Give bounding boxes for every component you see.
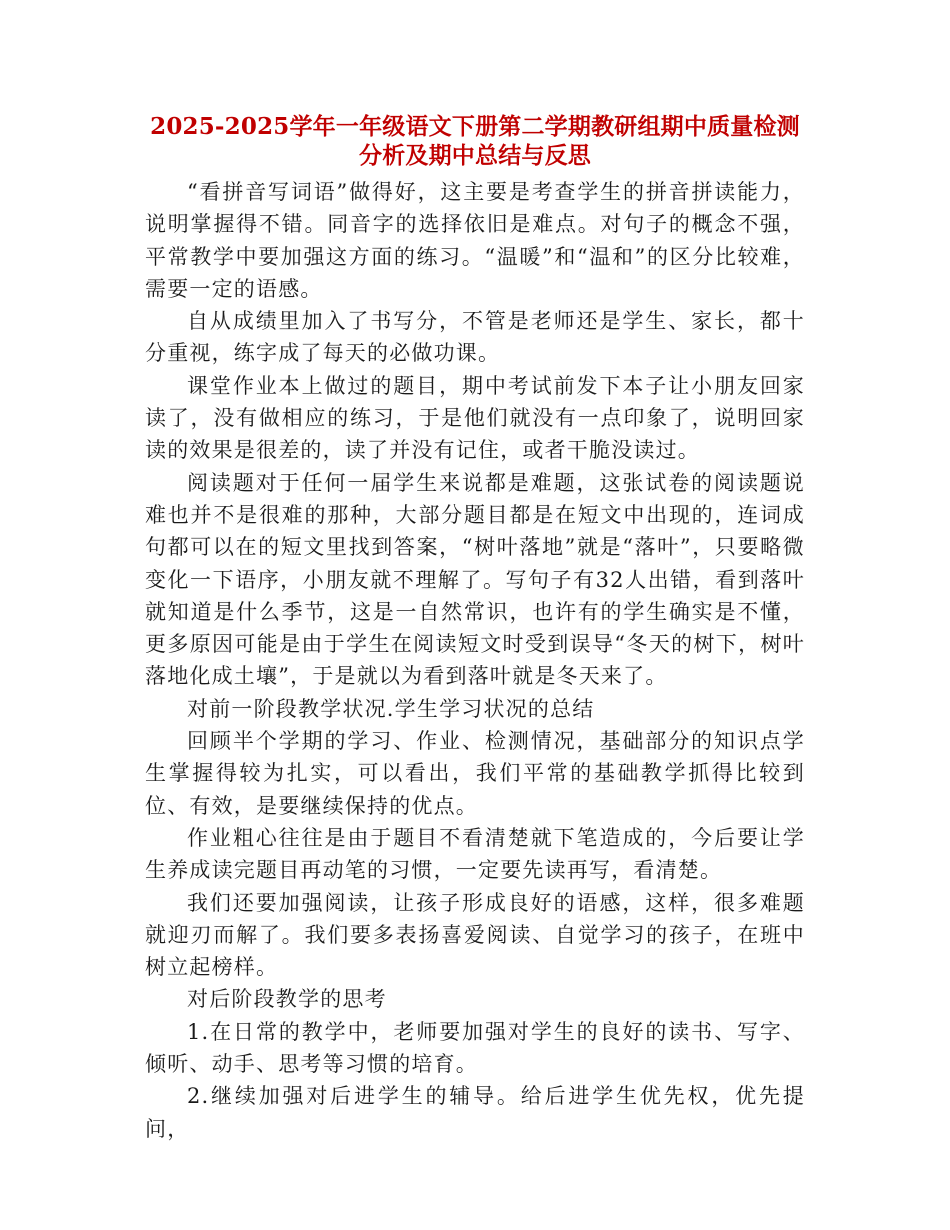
list-item-2: 2.继续加强对后进学生的辅导。给后进学生优先权，优先提问， xyxy=(145,1084,805,1141)
paragraph-1: “看拼音写词语”做得好，这主要是考查学生的拼音拼读能力，说明掌握得不错。同音字的选择依旧是难点。对句子的概念不强，平常教学中要加强这方面的练习。“温暖”和“温和”的区分比较难，需要一定的语感。 xyxy=(145,180,805,301)
document-page xyxy=(145,112,805,1145)
document-title xyxy=(135,112,815,170)
paragraph-2: 自从成绩里加入了书写分，不管是老师还是学生、家长，都十分重视，练字成了每天的必做功课。 xyxy=(145,309,805,366)
list-item-1: 1.在日常的教学中，老师要加强对学生的良好的读书、写字、倾听、动手、思考等习惯的培育。 xyxy=(145,1019,805,1077)
paragraph-7: 我们还要加强阅读，让孩子形成良好的语感，这样，很多难题就迎刃而解了。我们要多表扬喜爱阅读、自觉学习的孩子，在班中树立起榜样。 xyxy=(145,890,805,980)
paragraph-4: 阅读题对于任何一届学生来说都是难题，这张试卷的阅读题说难也并不是很难的那种，大部分题目都是在短文中出现的，连词成句都可以在的短文里找到答案，“树叶落地”就是“落叶”，只要略微变化一下语序，小朋友就不理解了。写句子有32人出错，看到落叶就知道是什么季节，这是一自然常识，也许有的学生确实是不懂，更多原因可能是由于学生在阅读短文时受到误导“冬天的树下，树叶落地化成土壤”，于是就以为看到落叶就是冬天来了。 xyxy=(145,470,805,689)
title-line-2: 分析及期中总结与反思 xyxy=(359,142,591,169)
section-heading-summary: 对前一阶段教学状况.学生学习状况的总结 xyxy=(187,696,595,721)
section-heading-reflection: 对后阶段教学的思考 xyxy=(187,987,387,1012)
paragraph-5: 回顾半个学期的学习、作业、检测情况，基础部分的知识点学生掌握得较为扎实，可以看出，我们平常的基础教学抓得比较到位、有效，是要继续保持的优点。 xyxy=(145,729,805,818)
paragraph-6: 作业粗心往往是由于题目不看清楚就下笔造成的，今后要让学生养成读完题目再动笔的习惯，一定要先读再写，看清楚。 xyxy=(145,825,805,883)
paragraph-3: 课堂作业本上做过的题目，期中考试前发下本子让小朋友回家读了，没有做相应的练习，于是他们就没有一点印象了，说明回家读的效果是很差的，读了并没有记住，或者干脆没读过。 xyxy=(145,373,805,463)
title-line-1: 2025-2025学年一年级语文下册第二学期教研组期中质量检测 xyxy=(150,113,800,140)
